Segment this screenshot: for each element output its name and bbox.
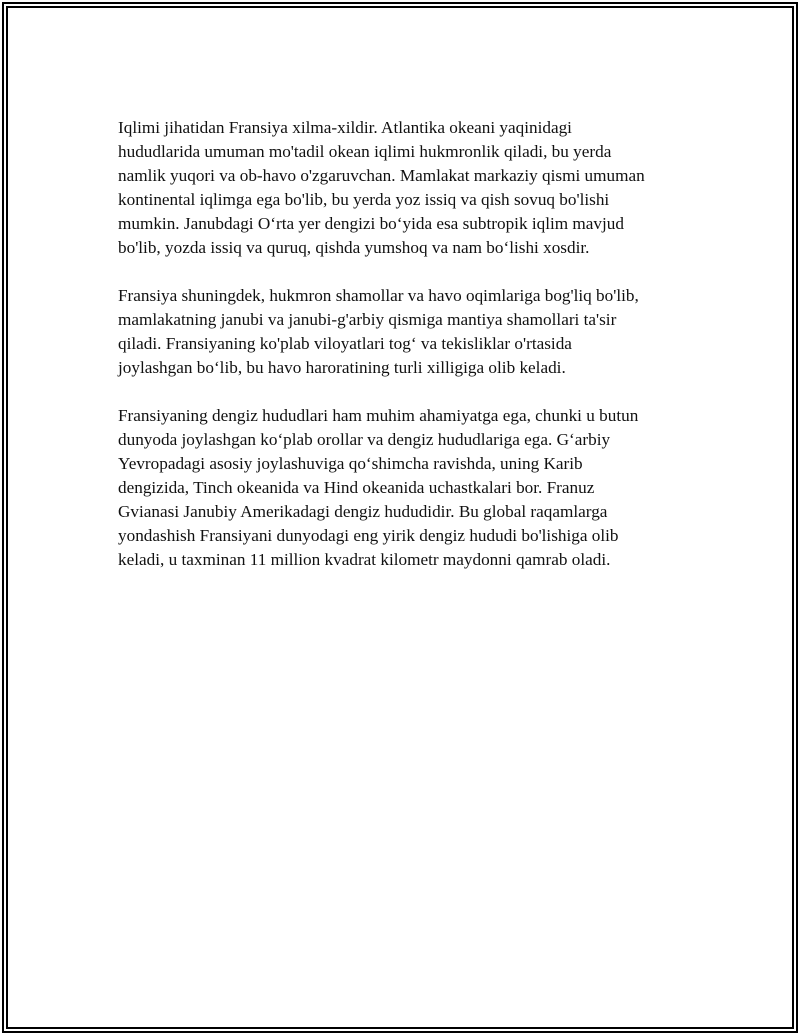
paragraph-1 (118, 116, 688, 260)
text-line: dunyoda joylashgan ko‘plab orollar va dengiz hududlariga ega. G‘arbiy (118, 430, 611, 449)
text-line: keladi, u taxminan 11 million kvadrat kilometr maydonni qamrab oladi. (118, 550, 611, 569)
text-line: Fransiya shuningdek, hukmron shamollar va havo oqimlariga bog'liq bo'lib, (118, 286, 639, 305)
text-line: namlik yuqori va ob-havo o'zgaruvchan. Mamlakat markaziy qismi umuman (118, 166, 645, 185)
text-line: kontinental iqlimga ega bo'lib, bu yerda yoz issiq va qish sovuq bo'lishi (118, 190, 610, 209)
text-line: bo'lib, yozda issiq va quruq, qishda yumshoq va nam bo‘lishi xosdir. (118, 238, 590, 257)
text-line: Gvianasi Janubiy Amerikadagi dengiz hududidir. Bu global raqamlarga (118, 502, 608, 521)
text-line: Yevropadagi asosiy joylashuviga qo‘shimcha ravishda, uning Karib (118, 454, 583, 473)
text-line: joylashgan bo‘lib, bu havo haroratining turli xilligiga olib keladi. (118, 358, 566, 377)
text-line: dengizida, Tinch okeanida va Hind okeanida uchastkalari bor. Franuz (118, 478, 595, 497)
text-line: mumkin. Janubdagi O‘rta yer dengizi bo‘yida esa subtropik iqlim mavjud (118, 214, 624, 233)
text-line: Iqlimi jihatidan Fransiya xilma-xildir. Atlantika okeani yaqinidagi (118, 118, 572, 137)
text-line: hududlarida umuman mo'tadil okean iqlimi hukmronlik qiladi, bu yerda (118, 142, 612, 161)
paragraph-3 (118, 404, 688, 572)
text-line: mamlakatning janubi va janubi-g'arbiy qismiga mantiya shamollari ta'sir (118, 310, 617, 329)
document-body (118, 116, 688, 596)
text-line: Fransiyaning dengiz hududlari ham muhim ahamiyatga ega, chunki u butun (118, 406, 639, 425)
text-line: yondashish Fransiyani dunyodagi eng yirik dengiz hududi bo'lishiga olib (118, 526, 619, 545)
paragraph-2 (118, 284, 688, 380)
text-line: qiladi. Fransiyaning ko'plab viloyatlari tog‘ va tekisliklar o'rtasida (118, 334, 572, 353)
